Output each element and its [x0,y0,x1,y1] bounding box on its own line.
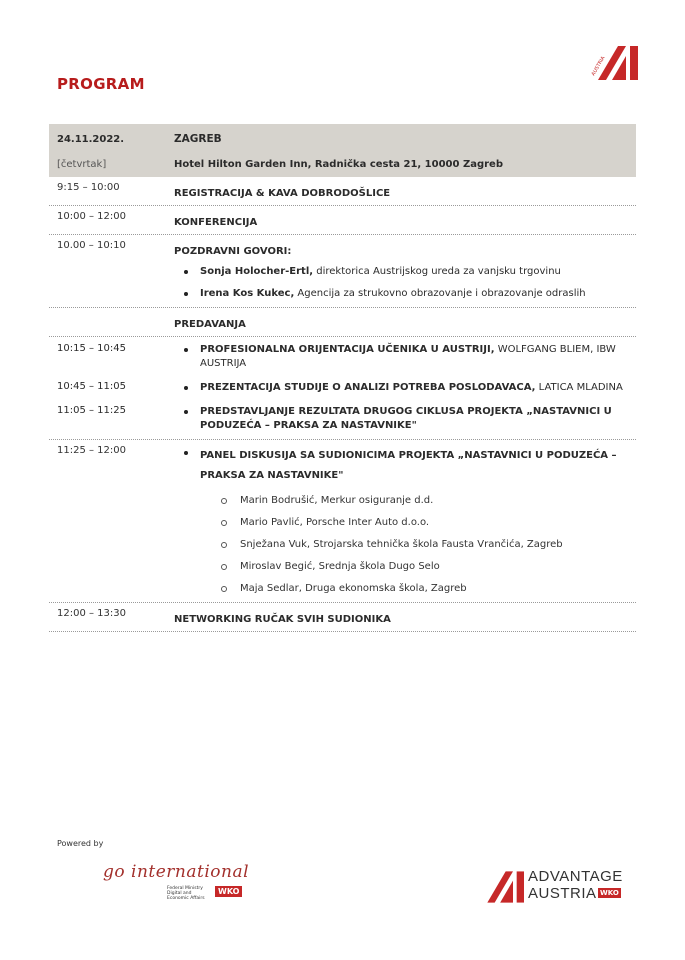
event-date: 24.11.2022. [57,134,125,145]
table-row: PREDAVANJA [49,308,636,337]
table-row: 10.00 – 10:10 POZDRAVNI GOVORI: Sonja Holocher-Ertl, direktorica Austrijskog ureda za vanjsku trgovinu Irena Kos Kukec, Agencija za strukovno obrazovanje i obrazovanje odraslih [49,235,636,308]
powered-by-label: Powered by [57,839,104,848]
advantage-austria-mark-icon [480,870,524,904]
list-item: PREZENTACIJA STUDIJE O ANALIZI POTREBA POSLODAVACA, LATICA MLADINA [158,381,636,395]
table-row: 11:25 – 12:00 PANEL DISKUSIJA SA SUDIONICIMA PROJEKTA „NASTAVNICI U PODUZEĆA – PRAKSA ZA NASTAVNIKE" Marin Bodrušić, Merkur osiguranje d.d. Mario Pavlić, Porsche Inter Auto d.o.o. Snježana Vuk, Strojarska tehnička škola Fausta Vrančića, Zagreb Miroslav Begić, Srednja škola Dugo Selo Maja Sedlar, Druga ekonomska škola, Zagreb [49,440,636,603]
list-item: Marin Bodrušić, Merkur osiguranje d.d. [158,494,636,508]
event-day: [četvrtak] [57,159,107,170]
list-item: Mario Pavlić, Porsche Inter Auto d.o.o. [158,516,636,530]
list-item: Sonja Holocher-Ertl, direktorica Austrijskog ureda za vanjsku trgovinu [158,265,636,279]
list-item: PROFESIONALNA ORIJENTACIJA UČENIKA U AUSTRIJI, WOLFGANG BLIEM, IBW AUSTRIJA [158,343,636,371]
list-item: Maja Sedlar, Druga ekonomska škola, Zagreb [158,582,636,596]
table-row: 12:00 – 13:30 NETWORKING RUČAK SVIH SUDIONIKA [49,603,636,632]
advantage-austria-footer-logo: ADVANTAGE AUSTRIA WKO [480,868,640,908]
list-item: Miroslav Begić, Srednja škola Dugo Selo [158,560,636,574]
list-item: Snježana Vuk, Strojarska tehnička škola Fausta Vrančića, Zagreb [158,538,636,552]
list-item: PREDSTAVLJANJE REZULTATA DRUGOG CIKLUSA PROJEKTA „NASTAVNICI U PODUZEĆA – PRAKSA ZA NASTAVNIKE" [158,405,636,433]
table-row: 10:15 – 10:45 PROFESIONALNA ORIJENTACIJA UČENIKA U AUSTRIJI, WOLFGANG BLIEM, IBW AUSTRIJA 10:45 – 11:05 PREZENTACIJA STUDIJE O ANALIZI POTREBA POSLODAVACA, LATICA MLADINA 11:05 – 11:25 PREDSTAVLJANJE REZULTATA DRUGOG CIKLUSA PROJEKTA „NASTAVNICI U PODUZEĆA – PRAKSA ZA NASTAVNIKE" [49,337,636,440]
event-header [49,124,636,177]
go-international-logo: go international Federal Ministry Digital and Economic Affairs WKO [103,862,250,901]
svg-text:AUSTRIA: AUSTRIA [590,55,607,77]
page-title: PROGRAM [57,75,145,93]
advantage-austria-logo-icon [590,46,638,80]
event-city: ZAGREB [174,133,222,145]
list-item: Irena Kos Kukec, Agencija za strukovno obrazovanje i obrazovanje odraslih [158,287,636,301]
event-venue: Hotel Hilton Garden Inn, Radnička cesta 21, 10000 Zagreb [174,159,503,170]
program-table [49,124,636,632]
table-row: 10:00 – 12:00 KONFERENCIJA [49,206,636,235]
table-row: 9:15 – 10:00 REGISTRACIJA & KAVA DOBRODOŠLICE [49,177,636,206]
list-item: PANEL DISKUSIJA SA SUDIONICIMA PROJEKTA „NASTAVNICI U PODUZEĆA – PRAKSA ZA NASTAVNIKE" [158,446,636,486]
